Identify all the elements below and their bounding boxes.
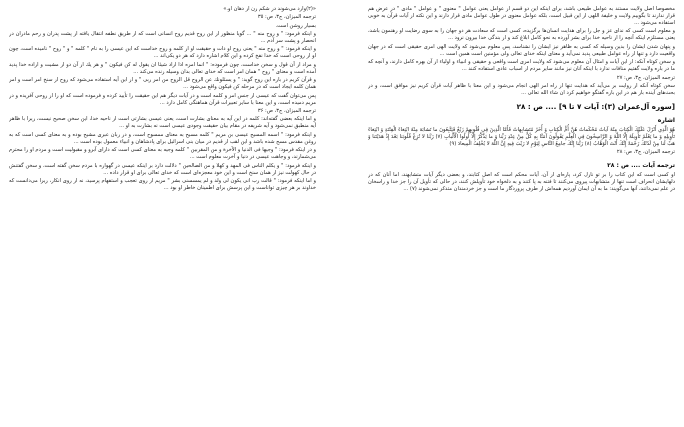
page-reference: ترجمه الميزان، ج٣، ص: ٣٥ bbox=[257, 14, 316, 21]
paragraph: و در اينكه فرمود: " وجيها فى الدنيا و الآخرة و من المقربين " كلمه وجيه به معناى كسى است كه داراى آبرو و مقبوليت است و مردم او را محترم مى‌شمارند، و وجاهت عيسى در دنيا و آخرت معلوم است ... bbox=[9, 147, 316, 161]
page-reference: ترجمه الميزان، ج٣، ص: ٣۶ bbox=[257, 107, 316, 114]
paragraph: و معلوم است كسى كه نداى عز و جل را براى هدايت انسان‌ها برگزيده، كسى است كه سعادت هر دو جهان را به سوى رضايت او رهنمون باشد، يعنى مستلزم اينكه آنچه را از ناحيه خدا براى بشر آورده به نحو كامل ابلاغ كند و از بندگى خدا بيرون نرود ... bbox=[368, 28, 675, 42]
paragraph: و قرآن كريم در باره اين روح گويد: " و يسئلونك عن الروح قل الروح من امر ربى " و از اين آيه استفاده مى‌شود كه روح از سنخ امر است و امر همان كلمه ايجاد است كه در مرحله كن فيكون واقع مى‌شود ... bbox=[9, 77, 316, 91]
paragraph: و پنهان شدن ايشان را بدين وسيله كه كسى به ظاهر نيز ايشان را نشناسد، پس معلوم مى‌شود كه ولايت الهى امرى حقيقى است كه در جهان واقعيت دارد و تنها از راه عوامل طبيعى پديد نمى‌آيد و معناى اينكه خداى تعالى ولى مؤمنين است همين است ... bbox=[368, 43, 675, 57]
quran-verse: هُوَ الَّذِي أَنْزَلَ عَلَيْكَ الْكِتابَ مِنْهُ آياتٌ مُحْكَماتٌ هُنَّ أُمُّ الْكِتابِ وَ أُخَرُ مُتَشابِهاتٌ فَأَمَّا الَّذِينَ فِي قُلُوبِهِمْ زَيْغٌ فَيَتَّبِعُونَ ما تَشابَهَ مِنْهُ ابْتِغاءَ الْفِتْنَةِ وَ ابْتِغاءَ تَأْوِيلِهِ وَ ما يَعْلَمُ تَأْوِيلَهُ إِلَّا اللَّهُ وَ الرَّاسِخُونَ فِي الْعِلْمِ يَقُولُونَ آمَنَّا بِهِ كُلٌّ مِنْ عِنْدِ رَبِّنا وَ ما يَذَّكَّرُ إِلَّا أُولُوا الْأَلْبابِ (٧) رَبَّنا لا تُزِغْ قُلُوبَنا بَعْدَ إِذْ هَدَيْتَنا وَ هَبْ لَنا مِنْ لَدُنْكَ رَحْمَةً إِنَّكَ أَنْتَ الْوَهَّابُ (٨) رَبَّنا إِنَّكَ جامِعُ النَّاسِ لِيَوْمٍ لا رَيْبَ فِيهِ إِنَّ اللَّهَ لا يُخْلِفُ الْمِيعادَ (٩) bbox=[368, 127, 675, 148]
page-reference: ترجمه الميزان، ج٣، ص: ٢٧ bbox=[616, 74, 675, 81]
paragraph: «(٢)وارد مى‌شوند در شكم زن از دهان او.» bbox=[223, 6, 316, 12]
paragraph: پس مى‌توان گفت كه عيسى از جنس امر و كلمه است و در آيات ديگر هم اين حقيقت را تأييد كرده و فرموده است كه او را از روحى آفريده و در مريم دميده است، و اين معنا با ساير تعبيرات قرآن هماهنگى كامل دارد ... bbox=[9, 92, 316, 106]
paragraph: و اينكه فرمود: " اسمه المسيح عيسى بن مريم " كلمه مسيح به معناى ممسوح است، و در زبان عبرى مشيح بوده و به معناى كسى است كه به روغن مقدس مسح شده باشد و اين لقب از قديم در ميان بنى اسرائيل براى پادشاهان و انبياء معمول بوده است ... bbox=[9, 131, 316, 145]
paragraph: و اما اينكه فرمود: " قالت رب انى يكون لى ولد و لم يمسسنى بشر " مريم از روى تعجب و استفهام پرسيد، نه از روى انكار، زيرا مى‌دانست كه خداوند بر هر چيزى تواناست و اين پرسش براى اطمينان خاطر او بود ... bbox=[9, 177, 316, 191]
paragraph: و مراد از آن قول و سخن خداست، چون فرموده: " انما امره اذا اراد شيئا ان يقول له كن فيكون " و هر يك از آن دو از مشيت و اراده خدا پديد آمده است و معناى " روح " همان امر است كه خداى تعالى بدان وسيله زنده مى‌كند ... bbox=[9, 61, 316, 75]
translation-text: او كسى است كه اين كتاب را بر تو نازل كرد، پاره‌اى از آن، آيات محكم است كه اصل كتابند، و بعضى ديگر آيات متشابهند، اما آنان كه در دلهايشان انحراف است تنها از متشابهات پيروى مى‌كنند تا فتنه به پا كنند و به دلخواه خود تأويلش كنند، در حالى كه تأويل آن را جز خدا و راسخان در علم نمى‌دانند، آنها مى‌گويند: ما به آن ايمان آورديم همه‌اش از طرف پروردگار ما است و جز خردمندان متذكر نمى‌شوند (٧) ... bbox=[368, 171, 675, 192]
paragraph: سخن كوتاه آنكه از روايت بر مى‌آيد كه هدايت تنها از راه امر الهى انجام مى‌شود و اين معنا با ظاهر آيات قرآن كريم نيز موافق است، و در بحث‌هاى آينده باز هم در اين باره گفتگو خواهيم كرد ان شاء الله تعالى ... bbox=[368, 82, 675, 96]
paragraph: و اما اينكه بعضى گفته‌اند: كلمه در اين آيه به معناى بشارت است، يعنى عيسى بشارتى است از ناحيه خدا، اين سخن صحيح نيست، زيرا با ظاهر آيه منطبق نمى‌شود و آيه شريفه در مقام بيان حقيقت وجودى عيسى است نه بشارت به او ... bbox=[9, 116, 316, 130]
left-page bbox=[9, 6, 316, 421]
right-page bbox=[368, 6, 675, 421]
paragraph: بسيار روشن است. bbox=[275, 22, 316, 29]
page-reference: ترجمه الميزان، ج٣، ص: ٢٨ bbox=[616, 149, 675, 156]
paragraph: و سخن كوتاه آنكه: از اين آيات و امثال آن معلوم مى‌شود كه ولايت امرى است واقعى و حقيقى و انبياء و اولياء از آن بهره كامل دارند، و آنچه كه ما در باره ولايت گفتيم منافات ندارد با اينكه آنان نيز مانند ساير مردم از اسباب عادى استفاده كنند ... bbox=[368, 59, 675, 73]
section-subheading: اشاره bbox=[657, 117, 675, 125]
paragraph: و اينكه فرمود: " و روح منه " ... گويا منظور از اين روح قديم روح انسانى است كه از طريق نطفه انتقال يافته از پشت پدران و رحم مادران در انحصار و پشت سر آدم ... bbox=[9, 31, 316, 45]
paragraph: مخصوصا اصل ولايت مستند به عوامل طبيعى باشد، براى اينكه اين دو قسم از عوامل يعنى عوامل " معنوى " و عوامل " مادى " در عرض هم قرار ندارند تا بگوييم ولايت و خليفة اللهى از اين قبيل است، بلكه عوامل معنوى در طول عوامل مادى قرار دارند و اين نكته از آيات قرآن به خوبى استفاده مى‌شود ... bbox=[368, 6, 675, 27]
section-heading: [سوره آل‌عمران (٣): آيات ٧ تا ٩] .... ص : ٢٨ bbox=[516, 102, 675, 112]
translation-heading: ترجمه آيات .... ص : ٢٨ bbox=[607, 161, 675, 169]
paragraph: و اينكه فرمود: " و يكلم الناس فى المهد و كهلا و من الصالحين " دلالت دارد بر اينكه عيسى در گهواره با مردم سخن گفته است، و سخن گفتنش در حال كهولت نيز از همان سنخ است و اين خود معجزه‌اى است كه خداى تعالى براى او قرار داده ... bbox=[9, 162, 316, 176]
paragraph: و اينكه فرمود: " و روح منه " يعنى روح او ذات و حقيقت او از كلمه و روح خداست كه اين عيسى را به نام " كلمه " و " روح " ناميده است، چون او از روحى است كه خدا نفخ كرده و اين كلام اشاره دارد كه هر دو يكى‌اند ... bbox=[9, 46, 316, 60]
